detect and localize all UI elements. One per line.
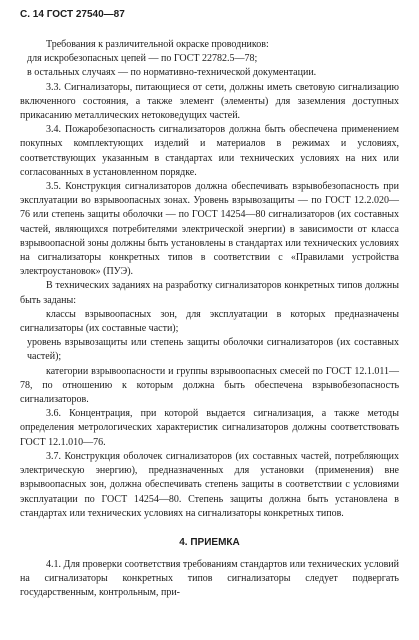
paragraph-tech-assignment: В технических заданиях на разработку сигнализаторов конкретных типов должны быть заданы:	[20, 280, 399, 306]
standard-number: ГОСТ 27540—87	[46, 9, 125, 20]
body-text	[20, 38, 399, 521]
page-header	[20, 8, 399, 22]
paragraph-explosion-categories: категории взрывоопасности и группы взрывоопасных смесей по ГОСТ 12.1.011—78, по отношению к которым должна быть обеспечена взрывобезопасность сигнализаторов.	[20, 365, 399, 406]
paragraph-intrinsic-circuits: для искробезопасных цепей — по ГОСТ 22782.5—78;	[27, 53, 258, 65]
paragraph-4-1: 4.1. Для проверки соответствия требованиям стандартов или технических условий на сигнализаторы конкретных типов сигнализаторы следует подвергать государственным, контрольным, при-	[20, 558, 399, 599]
paragraph-3-6: 3.6. Концентрация, при которой выдается сигнализация, а также методы определения метрологических характеристик сигнализаторов должны соответствовать ГОСТ 12.1.010—76.	[20, 408, 399, 448]
section-text	[20, 558, 399, 601]
paragraph-3-4: 3.4. Пожаробезопасность сигнализаторов должна быть обеспечена применением покупных комплектующих изделий и материалов в режимах и условиях, соответствующих указанным в стандартах или технических условиях на них или согласованных в установленном порядке.	[20, 124, 399, 178]
paragraph-3-7: 3.7. Конструкция оболочек сигнализаторов (их составных частей, потребляющих электрическую энергию), предназначенных для установки (применения) вне взрывоопасных зон, должна обеспечивать степень защиты в соответствии с условиями эксплуатации по ГОСТ 14254—80. Степень защиты должна быть установлена в стандартах или технических условиях на сигнализаторы конкретных типов.	[20, 450, 399, 519]
paragraph-3-3: 3.3. Сигнализаторы, питающиеся от сети, должны иметь световую сигнализацию включенного состояния, а также элемент (элементы) для заземления доступных прикасанию металлических нетоковедущих частей.	[20, 81, 399, 122]
paragraph-color-requirements: Требования к различительной окраске проводников:	[46, 39, 269, 50]
page-number: С. 14	[20, 9, 44, 20]
paragraph-protection-level: уровень взрывозащиты или степень защиты оболочки сигнализаторов (их составных частей);	[27, 337, 399, 363]
paragraph-zone-classes: классы взрывоопасных зон, для эксплуатации в которых предназначены сигнализаторы (их составные части);	[20, 308, 399, 335]
section-heading: 4. ПРИЕМКА	[179, 536, 240, 548]
paragraph-3-5: 3.5. Конструкция сигнализаторов должна обеспечивать взрывобезопасность при эксплуатации во взрывоопасных зонах. Уровень взрывозащиты — по ГОСТ 12.2.020—76 или степень защиты оболочки — по ГОСТ 14254—80 сигнализаторов (их составных частей, являющихся потребителями электрической энергии) в зависимости от класса взрывоопасной зоны должны быть установлены в стандартах или технических условиях на сигнализаторы конкретных типов в соответствии с «Правилами устройства электроустановок» (ПУЭ).	[20, 181, 399, 278]
paragraph-other-cases: в остальных случаях — по нормативно-технической документации.	[27, 67, 317, 79]
